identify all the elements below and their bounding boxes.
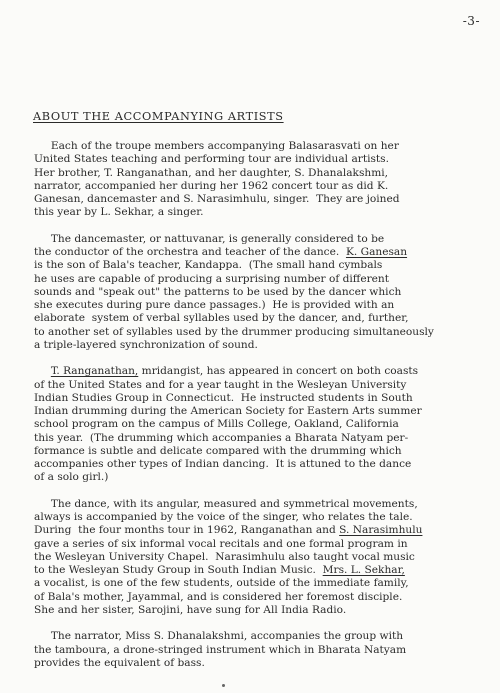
text-run: always is accompanied by the voice of the singer, who relates the tale. <box>34 511 413 523</box>
text-line <box>34 153 389 165</box>
text-line <box>34 577 409 589</box>
text-run: Indian Studies Group in Connecticut. He instructed students in South <box>34 391 413 404</box>
text-run: a vocalist, is one of the few students, outside of the immediate family, <box>34 577 409 590</box>
text-run: Indian drumming during the American Society for Eastern Arts summer <box>34 405 422 417</box>
text-run: he uses are capable of producing a surprising number of different <box>34 272 390 285</box>
text-line <box>34 418 399 430</box>
text-line <box>34 140 399 152</box>
text-line <box>34 551 415 563</box>
text-run: elaborate system of verbal syllables used by the dancer, and, further, <box>34 312 409 325</box>
text-line <box>34 432 408 444</box>
text-line <box>34 445 402 457</box>
text-line <box>34 604 346 616</box>
text-run: Her brother, T. Ranganathan, and her daughter, S. Dhanalakshmi, <box>34 166 389 179</box>
text-line <box>34 299 394 311</box>
text-run: to another set of syllables used by the drummer producing simultaneously <box>34 325 434 338</box>
text-run: She and her sister, Sarojini, have sung for All India Radio. <box>34 603 347 616</box>
section-heading: ABOUT THE ACCOMPANYING ARTISTS <box>33 110 284 123</box>
text-line <box>34 511 413 523</box>
text-line <box>34 471 108 483</box>
text-line <box>34 498 418 510</box>
text-run: of a solo girl.) <box>34 471 109 484</box>
text-line <box>34 379 406 391</box>
text-line <box>34 405 422 417</box>
text-run: the Wesleyan University Chapel. Narasimhulu also taught vocal music <box>34 550 415 563</box>
underlined-name: T. Ranganathan, <box>50 365 139 378</box>
text-line <box>34 591 402 603</box>
text-run: sounds and "speak out" the patterns to be used by the dancer which <box>34 285 402 298</box>
text-run: a triple-layered synchronization of sound. <box>34 338 258 351</box>
text-line <box>34 524 422 536</box>
text-run: this year. (The drumming which accompanies a Bharata Natyam per- <box>34 431 409 444</box>
text-run <box>34 365 51 377</box>
text-line <box>34 206 204 218</box>
text-line <box>34 644 406 656</box>
text-line <box>34 312 409 324</box>
text-run: to the Wesleyan Study Group in South Indian Music. <box>34 564 323 576</box>
text-run: provides the equivalent of bass. <box>34 656 205 669</box>
text-run: of the United States and for a year taught in the Wesleyan University <box>34 378 407 391</box>
text-line <box>34 193 400 205</box>
page-number: -3- <box>462 14 480 28</box>
text-line <box>34 326 434 338</box>
text-run: the tamboura, a drone-stringed instrument which in Bharata Natyam <box>34 643 407 656</box>
text-line <box>34 286 401 298</box>
text-run: formance is subtle and delicate compared with the drumming which <box>34 444 402 457</box>
underlined-name: Mrs. L. Sekhar, <box>322 564 405 576</box>
text-line <box>34 339 258 351</box>
text-line <box>34 259 382 271</box>
text-line <box>34 458 411 470</box>
text-run: Ganesan, dancemaster and S. Narasimhulu, singer. They are joined <box>34 193 400 205</box>
text-run: narrator, accompanied her during her 1962 concert tour as did K. <box>34 179 389 192</box>
text-line <box>34 246 407 258</box>
text-line <box>34 233 384 245</box>
text-run: mridangist, has appeared in concert on both coasts <box>138 365 419 378</box>
text-run: is the son of Bala's teacher, Kandappa. (The small hand cymbals <box>34 259 383 272</box>
text-run: The dancemaster, or nattuvanar, is generally considered to be <box>34 232 385 245</box>
text-run: she executes during pure dance passages.) He is provided with an <box>34 299 395 311</box>
text-line <box>34 365 418 377</box>
text-run: gave a series of six informal vocal recitals and one formal program in <box>34 537 408 550</box>
text-line <box>34 180 388 192</box>
text-run: During the four months tour in 1962, Ranganathan and <box>34 524 340 537</box>
text-run: this year by L. Sekhar, a singer. <box>34 206 204 219</box>
underlined-name: S. Narasimhulu <box>339 524 423 537</box>
text-line <box>34 564 405 576</box>
text-line <box>34 167 388 179</box>
text-line <box>34 657 205 669</box>
text-line <box>34 392 413 404</box>
text-run: United States teaching and performing tour are individual artists. <box>34 153 389 166</box>
underlined-name: K. Ganesan <box>345 246 408 258</box>
text-line <box>34 273 389 285</box>
text-line <box>34 538 408 550</box>
stray-mark <box>222 684 225 687</box>
text-run: The narrator, Miss S. Dhanalakshmi, accompanies the group with <box>34 630 404 643</box>
text-run: accompanies other types of Indian dancing. It is attuned to the dance <box>34 458 412 470</box>
text-run: the conductor of the orchestra and teacher of the dance. <box>34 246 346 258</box>
text-run: school program on the campus of Mills College, Oakland, California <box>34 418 399 431</box>
text-run: The dance, with its angular, measured and symmetrical movements, <box>34 497 418 510</box>
text-line <box>34 630 403 642</box>
text-run: Each of the troupe members accompanying Balasarasvati on her <box>34 140 399 152</box>
text-run: of Bala's mother, Jayammal, and is considered her foremost disciple. <box>34 590 403 603</box>
